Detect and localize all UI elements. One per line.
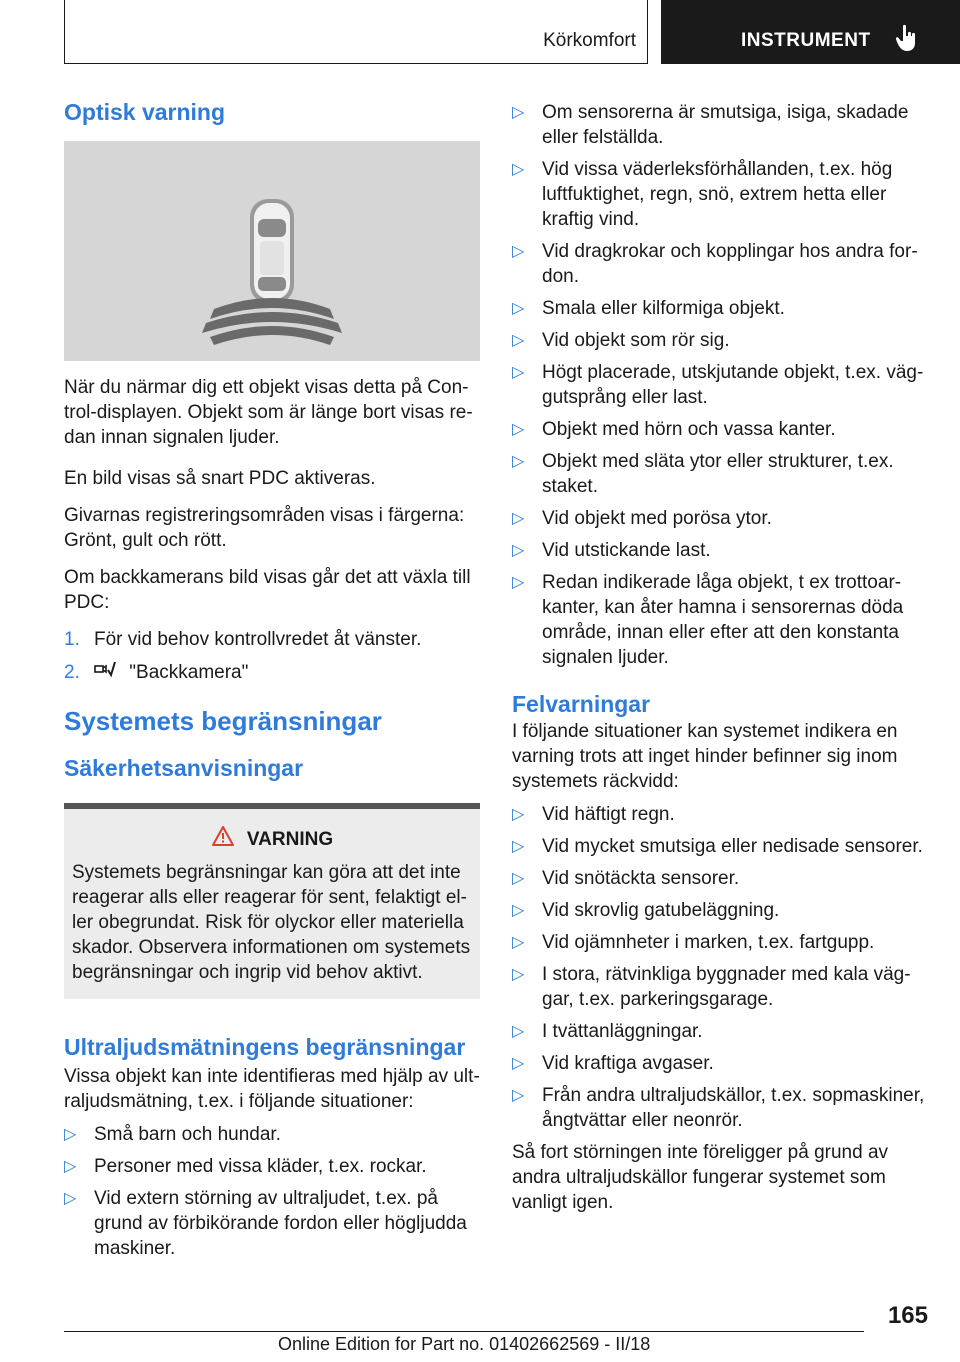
- list-item-text: Vid kraftiga avgaser.: [542, 1053, 714, 1074]
- limits-list: [512, 100, 928, 670]
- bullet-triangle-icon: ▷: [512, 902, 525, 919]
- false-warnings-list: [512, 802, 928, 1133]
- bullet-triangle-icon: ▷: [512, 934, 525, 951]
- list-item-text: Om sensorerna är smutsiga, isiga, skadade eller felställda.: [542, 102, 909, 148]
- bullet-triangle-icon: ▷: [512, 966, 525, 983]
- para-colors: Givarnas registreringsområden visas i färgerna: Grönt, gult och rött.: [64, 505, 465, 551]
- step-item: [64, 660, 480, 685]
- list-item: [512, 570, 928, 670]
- list-item: [512, 898, 928, 923]
- bullet-triangle-icon: ▷: [512, 574, 525, 591]
- list-item-text: Smala eller kilformiga objekt.: [542, 298, 785, 319]
- list-item: [512, 538, 928, 563]
- bullet-triangle-icon: ▷: [512, 806, 525, 823]
- list-item-text: Personer med vissa kläder, t.ex. rockar.: [94, 1156, 427, 1178]
- warning-title: VARNING: [246, 829, 334, 851]
- heading-ultrasound-limits: Ultraljudsmätningens begränsningar: [64, 1034, 466, 1061]
- list-item: [512, 506, 928, 531]
- list-item: [512, 1083, 928, 1133]
- bullet-triangle-icon: ▷: [512, 1087, 525, 1104]
- bullet-triangle-icon: ▷: [512, 870, 525, 887]
- right-column: [512, 100, 928, 1215]
- list-item: [512, 157, 928, 232]
- page-number: 165: [887, 1302, 928, 1329]
- left-column: [64, 100, 480, 1268]
- list-item: [512, 866, 928, 891]
- pdc-display-figure: [64, 141, 480, 361]
- list-item: [512, 962, 928, 1012]
- bullet-triangle-icon: ▷: [512, 300, 525, 317]
- bullet-triangle-icon: ▷: [512, 332, 525, 349]
- header-chapter-tab: [661, 0, 960, 64]
- list-item-text: Vid snötäckta sensorer.: [542, 868, 740, 889]
- list-item-text: Objekt med hörn och vassa kanter.: [542, 419, 836, 440]
- list-item: [512, 239, 928, 289]
- ultra-list: [64, 1122, 480, 1261]
- warning-title-row: [72, 825, 472, 854]
- bullet-triangle-icon: ▷: [512, 421, 525, 438]
- bullet-triangle-icon: ▷: [512, 453, 525, 470]
- step-text: För vid behov kontrollvredet åt vänster.: [94, 629, 422, 650]
- bullet-triangle-icon: ▷: [512, 243, 525, 260]
- list-item: [64, 1154, 480, 1179]
- para-switch: Om backkamerans bild visas går det att växla till PDC:: [64, 567, 471, 613]
- camera-icon: [94, 660, 116, 685]
- list-item: [512, 802, 928, 827]
- hand-pointer-icon: [895, 24, 919, 58]
- para-closing: Så fort störningen inte föreligger på grund av andra ultraljudskällor fungerar systemet som vanligt igen.: [512, 1142, 889, 1213]
- footer-divider: [64, 1331, 864, 1332]
- bullet-triangle-icon: ▷: [512, 542, 525, 559]
- list-item-text: Vid häftigt regn.: [542, 804, 675, 825]
- step-item: [64, 627, 480, 652]
- list-item: [512, 328, 928, 353]
- bullet-triangle-icon: ▷: [512, 1055, 525, 1072]
- list-item-text: Vid utstickande last.: [542, 540, 711, 561]
- edition-text: Online Edition for Part no. 01402662569 - II/18: [278, 1334, 651, 1354]
- heading-system-limits: Systemets begränsningar: [64, 706, 382, 737]
- bullet-triangle-icon: ▷: [512, 104, 525, 121]
- list-item: [512, 360, 928, 410]
- list-item: [512, 1051, 928, 1076]
- para-approach: När du närmar dig ett objekt visas detta på Control-displayen. Objekt som är länge bort visas redan innan signalen ljuder.: [64, 377, 473, 448]
- list-item-text: Från andra ultraljudskällor, t.ex. sopmaskiner, ångtvättar eller neonrör.: [542, 1085, 925, 1131]
- warning-text: Systemets begränsningar kan göra att det inte reagerar alls eller reagerar för sent, felaktigt eller obegrundat. Risk för olyckor eller materiella skador. Observera informationen om systemets begränsningar och ingrip vid behov aktivt.: [72, 862, 471, 984]
- heading-safety: Säkerhetsanvisningar: [64, 755, 304, 782]
- step-number: 2.: [64, 662, 80, 683]
- warning-box: [64, 803, 480, 999]
- list-item-text: I tvättanläggningar.: [542, 1021, 703, 1042]
- list-item: [512, 1019, 928, 1044]
- list-item: [512, 449, 928, 499]
- heading-false-warnings: Felvarningar: [512, 691, 651, 717]
- list-item: [512, 100, 928, 150]
- heading-optical-warning: Optisk varning: [64, 99, 226, 125]
- list-item-text: Vid objekt med porösa ytor.: [542, 508, 772, 529]
- list-item-text: Små barn och hundar.: [94, 1124, 281, 1146]
- step-number: 1.: [64, 629, 80, 650]
- list-item: [512, 296, 928, 321]
- bullet-triangle-icon: ▷: [64, 1158, 77, 1176]
- list-item-text: Vid extern störning av ultraljudet, t.ex. på grund av förbikörande fordon eller högljudda maskiner.: [94, 1188, 467, 1260]
- list-item: [64, 1122, 480, 1147]
- list-item-text: Vid dragkrokar och kopplingar hos andra fordon.: [542, 241, 918, 287]
- bullet-triangle-icon: ▷: [512, 364, 525, 381]
- list-item-text: Vid vissa väderleksförhållanden, t.ex. hög luftfuktighet, regn, snö, extrem hetta eller kraftig vind.: [542, 159, 893, 230]
- list-item-text: Objekt med släta ytor eller strukturer, t.ex. staket.: [542, 451, 894, 497]
- para-image-shown: En bild visas så snart PDC aktiveras.: [64, 468, 376, 489]
- bullet-triangle-icon: ▷: [512, 838, 525, 855]
- list-item-text: Vid skrovlig gatubeläggning.: [542, 900, 780, 921]
- steps-list: [64, 627, 480, 685]
- list-item-text: Vid objekt som rör sig.: [542, 330, 730, 351]
- list-item-text: Högt placerade, utskjutande objekt, t.ex. väggutsprång eller last.: [542, 362, 924, 408]
- list-item: [512, 930, 928, 955]
- step-text: "Backkamera": [129, 662, 249, 683]
- bullet-triangle-icon: ▷: [512, 510, 525, 527]
- list-item-text: Vid mycket smutsiga eller nedisade sensorer.: [542, 836, 923, 857]
- para-ultra-intro: Vissa objekt kan inte identifieras med hjälp av ultraljudsmätning, t.ex. i följande situationer:: [64, 1066, 480, 1113]
- list-item: [512, 834, 928, 859]
- para-false-intro: I följande situationer kan systemet indikera en varning trots att inget hinder befinner sig inom systemets räckvidd:: [512, 721, 898, 792]
- list-item: [64, 1186, 480, 1261]
- warning-triangle-icon: [211, 825, 235, 854]
- bullet-triangle-icon: ▷: [512, 1023, 525, 1040]
- list-item-text: I stora, rätvinkliga byggnader med kala väggar, t.ex. parkeringsgarage.: [542, 964, 911, 1010]
- header-chapter-title: INSTRUMENT: [741, 30, 871, 51]
- list-item: [512, 417, 928, 442]
- bullet-triangle-icon: ▷: [512, 161, 525, 178]
- list-item-text: Vid ojämnheter i marken, t.ex. fartgupp.: [542, 932, 875, 953]
- list-item-text: Redan indikerade låga objekt, t ex trottoarkanter, kan åter hamna i sensorernas döda område, innan eller efter att den konstanta signalen ljuder.: [542, 572, 904, 668]
- bullet-triangle-icon: ▷: [64, 1126, 77, 1144]
- header-section-title: Körkomfort: [543, 30, 636, 51]
- bullet-triangle-icon: ▷: [64, 1190, 77, 1208]
